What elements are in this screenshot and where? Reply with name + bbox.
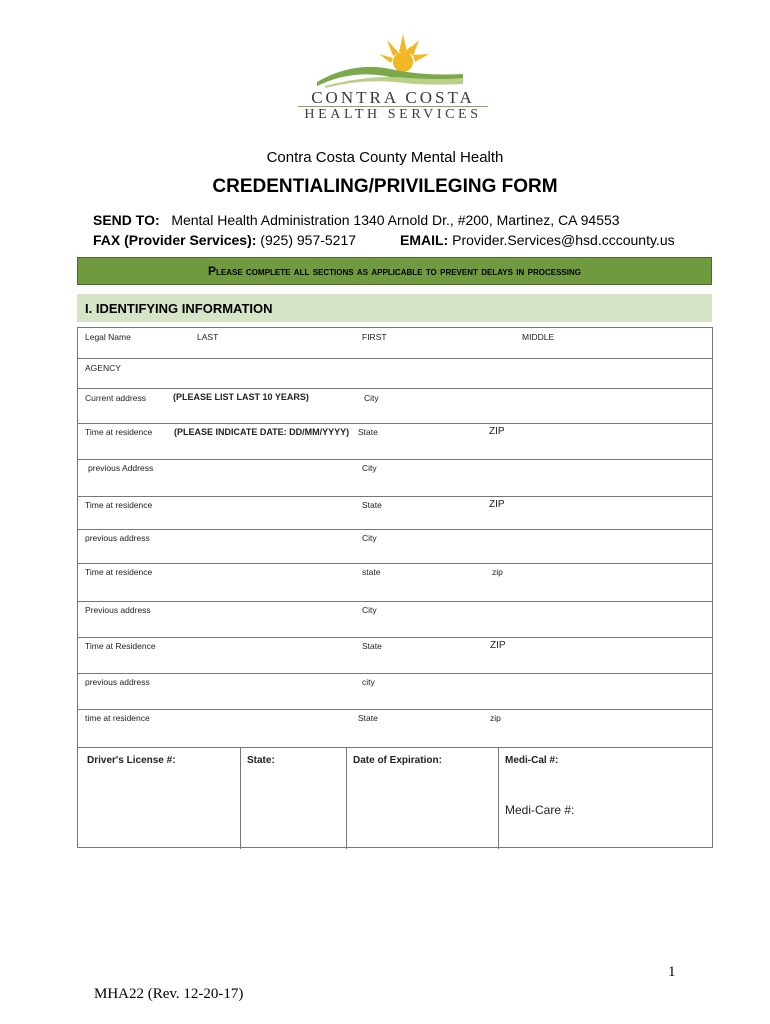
section-heading: I. IDENTIFYING INFORMATION: [77, 294, 712, 322]
field-label: previous Address: [88, 463, 154, 473]
field-label: Current address: [85, 393, 146, 403]
logo-line2: HEALTH SERVICES: [304, 107, 482, 122]
table-row[interactable]: [78, 460, 712, 497]
table-row[interactable]: [78, 424, 712, 460]
contra-costa-logo: [290, 32, 490, 122]
fax-value: (925) 957-5217: [260, 232, 357, 248]
field-label: state: [362, 567, 381, 577]
fax-line: [93, 232, 356, 248]
expiration-date-label: Date of Expiration:: [353, 755, 442, 766]
sun-hills-logo-icon: [315, 32, 465, 90]
field-label: State: [362, 500, 382, 510]
field-label: time at residence: [85, 713, 150, 723]
field-label: LAST: [197, 332, 219, 342]
banner-text: Please complete all sections as applicable to prevent delays in processing: [208, 264, 581, 278]
medi-care-label: Medi-Care #:: [505, 803, 575, 817]
field-label: previous address: [85, 533, 150, 543]
field-label-note: (PLEASE LIST LAST 10 YEARS): [173, 392, 309, 402]
field-label: Time at residence: [85, 567, 153, 577]
license-state-label: State:: [247, 755, 275, 766]
table-row[interactable]: [78, 497, 712, 530]
field-label: FIRST: [362, 332, 387, 342]
table-row[interactable]: [78, 638, 712, 674]
table-row[interactable]: [78, 564, 712, 602]
drivers-license-label: Driver's License #:: [87, 755, 176, 766]
field-label: zip: [490, 713, 501, 723]
field-label: ZIP: [489, 499, 505, 510]
field-label: Time at residence: [85, 427, 153, 437]
send-value: Mental Health Administration 1340 Arnold Dr., #200, Martinez, CA 94553: [171, 212, 620, 228]
field-label: zip: [492, 567, 503, 577]
field-label: State: [358, 427, 378, 437]
field-label: State: [358, 713, 378, 723]
table-row[interactable]: [78, 710, 712, 748]
column-divider: [498, 748, 499, 849]
field-label: Legal Name: [85, 332, 131, 342]
send-label: SEND TO:: [93, 212, 160, 228]
field-label: ZIP: [489, 426, 505, 437]
identifying-info-table: [77, 327, 713, 848]
logo-line1: CONTRA COSTA: [311, 88, 475, 107]
table-row[interactable]: [78, 674, 712, 710]
table-row[interactable]: [78, 359, 712, 389]
table-row[interactable]: [78, 530, 712, 564]
field-label: City: [362, 605, 377, 615]
fax-label: FAX (Provider Services):: [93, 232, 257, 248]
field-label: City: [364, 393, 379, 403]
table-row[interactable]: [78, 389, 712, 424]
column-divider: [346, 748, 347, 849]
field-label: ZIP: [490, 640, 506, 651]
department-name: Contra Costa County Mental Health: [266, 149, 504, 166]
field-label: Time at Residence: [85, 641, 156, 651]
field-label: AGENCY: [85, 363, 121, 373]
field-label: MIDDLE: [522, 332, 555, 342]
email-label: EMAIL:: [400, 232, 449, 248]
email-value: Provider.Services@hsd.cccounty.us: [452, 232, 675, 248]
field-label: City: [362, 463, 377, 473]
table-row[interactable]: [78, 328, 712, 359]
form-revision: MHA22 (Rev. 12-20-17): [94, 986, 244, 1002]
field-label: city: [362, 677, 375, 687]
field-label: Time at residence: [85, 500, 153, 510]
field-label: City: [362, 533, 377, 543]
medi-cal-label: Medi-Cal #:: [505, 755, 559, 766]
field-label: Previous address: [85, 605, 151, 615]
email-line: [400, 232, 675, 248]
column-divider: [240, 748, 241, 849]
field-label: State: [362, 641, 382, 651]
table-row[interactable]: [78, 602, 712, 638]
send-to-line: [93, 212, 620, 228]
instruction-banner: [77, 257, 712, 285]
form-title: CREDENTIALING/PRIVILEGING FORM: [212, 176, 558, 197]
page-number: 1: [668, 964, 676, 980]
field-label: previous address: [85, 677, 150, 687]
field-label-note: (PLEASE INDICATE DATE: DD/MM/YYYY): [174, 427, 350, 437]
